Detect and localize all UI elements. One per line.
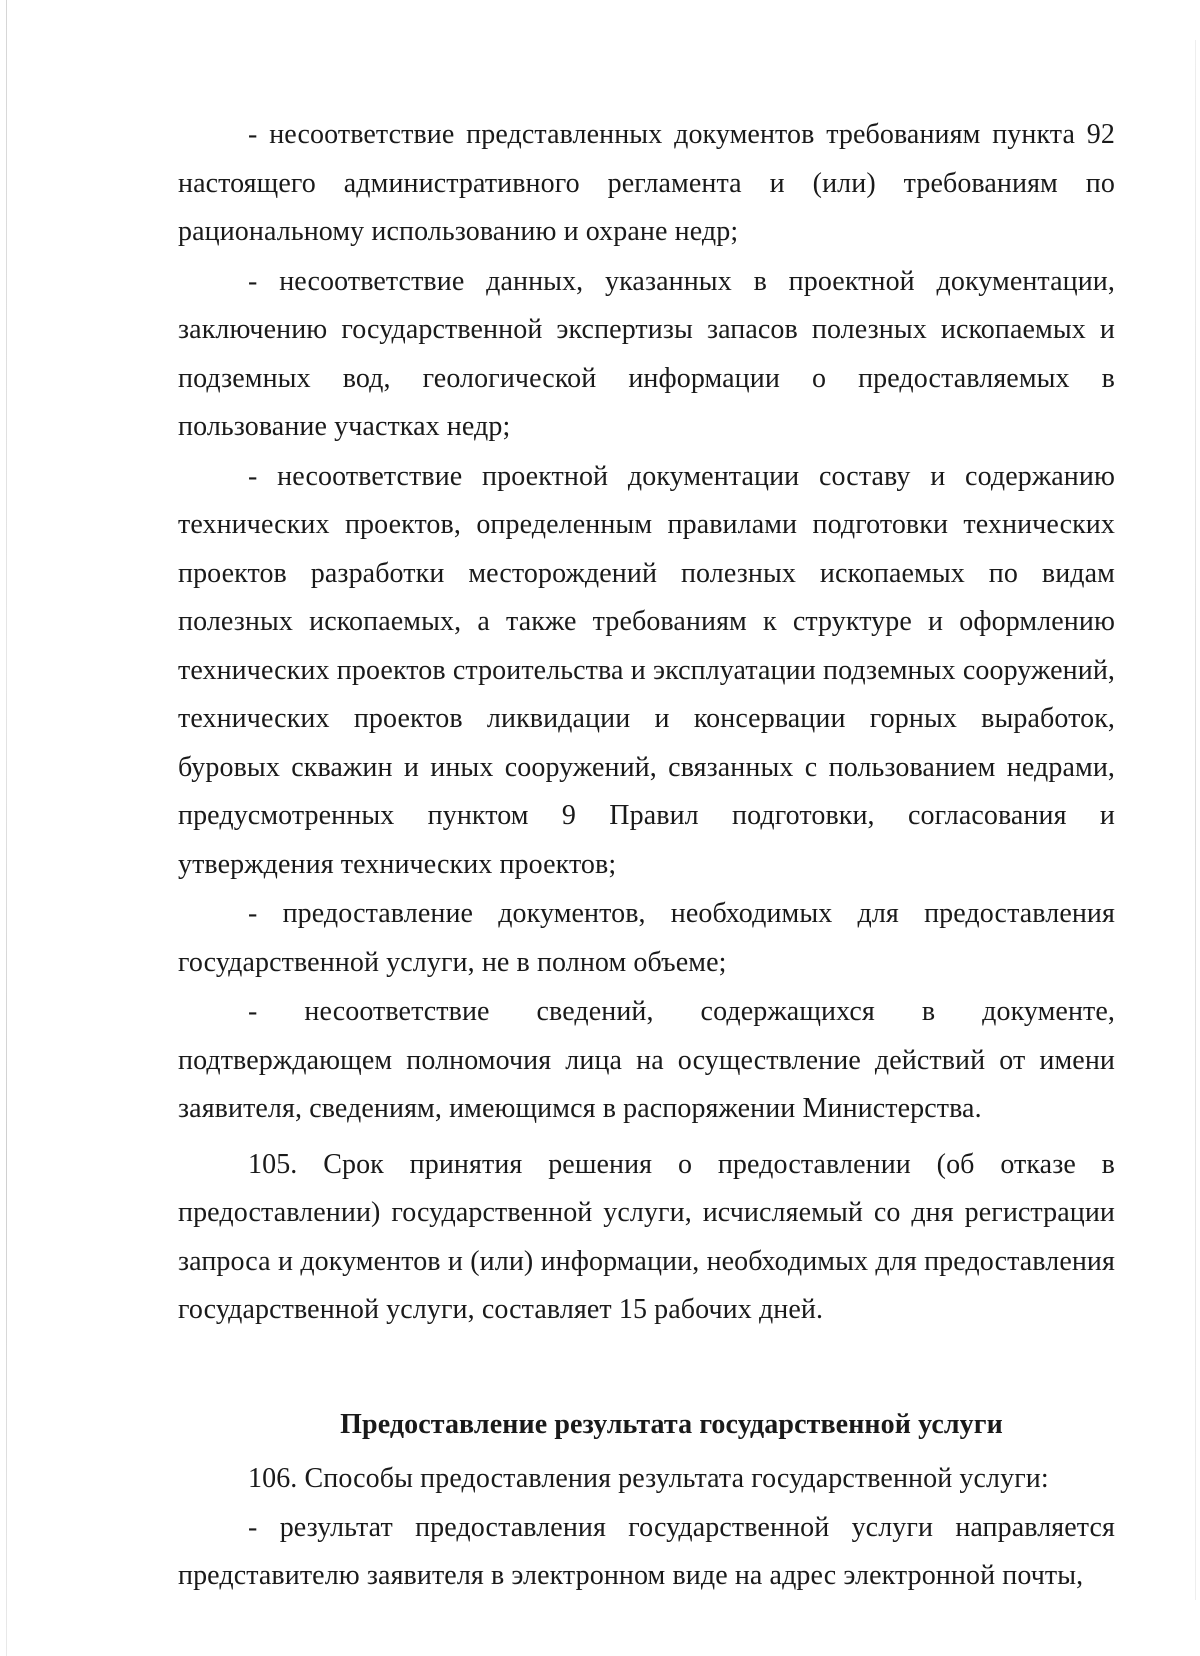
paragraph-result-electronic: - результат предоставления государственной услуги направляется представителю заявителя в электронном виде на адрес электронной почты, (178, 1511, 1115, 1591)
paragraph-106-methods: 106. Способы предоставления результата государственной услуги: (248, 1463, 1049, 1494)
scan-edge-left (6, 0, 7, 1656)
paragraph-incomplete-documents: - предоставление документов, необходимых для предоставления государственной услуги, не в полном объеме; (178, 898, 1115, 978)
paragraph-mismatch-documents: - несоответствие представленных документов требованиям пункта 92 настоящего административного регламента и (или) требованиям по рациональному использованию и охране недр; (178, 119, 1115, 247)
paragraph-mismatch-authority: - несоответствие сведений, содержащихся в документе, подтверждающем полномочия лица на осуществление действий от имени заявителя, сведениям, имеющимся в распоряжении Министерства. (178, 996, 1115, 1124)
scan-edge-right (1195, 40, 1196, 1600)
paragraph-mismatch-data: - несоответствие данных, указанных в проектной документации, заключению государственной экспертизы запасов полезных ископаемых и подземных вод, геологической информации о предоставляемых в пользование участках недр; (178, 265, 1115, 442)
paragraph-105-decision-term: 105. Срок принятия решения о предоставлении (об отказе в предоставлении) государственной услуги, исчисляемый со дня регистрации запроса и документов и (или) информации, необходимых для предоставления государственной услуги, составляет 15 рабочих дней. (178, 1148, 1115, 1325)
section-heading: Предоставление результата государственной услуги (340, 1408, 1003, 1440)
paragraph-mismatch-project-docs: - несоответствие проектной документации составу и содержанию технических проектов, определенным правилами подготовки технических проектов разработки месторождений полезных ископаемых по видам полезных ископаемых, а также требованиям к структуре и оформлению технических проектов строительства и эксплуатации подземных сооружений, технических проектов ликвидации и консервации горных выработок, буровых скважин и иных сооружений, связанных с пользованием недрами, предусмотренных пунктом 9 Правил подготовки, согласования и утверждения технических проектов; (178, 460, 1115, 880)
document-body (178, 111, 1115, 1601)
